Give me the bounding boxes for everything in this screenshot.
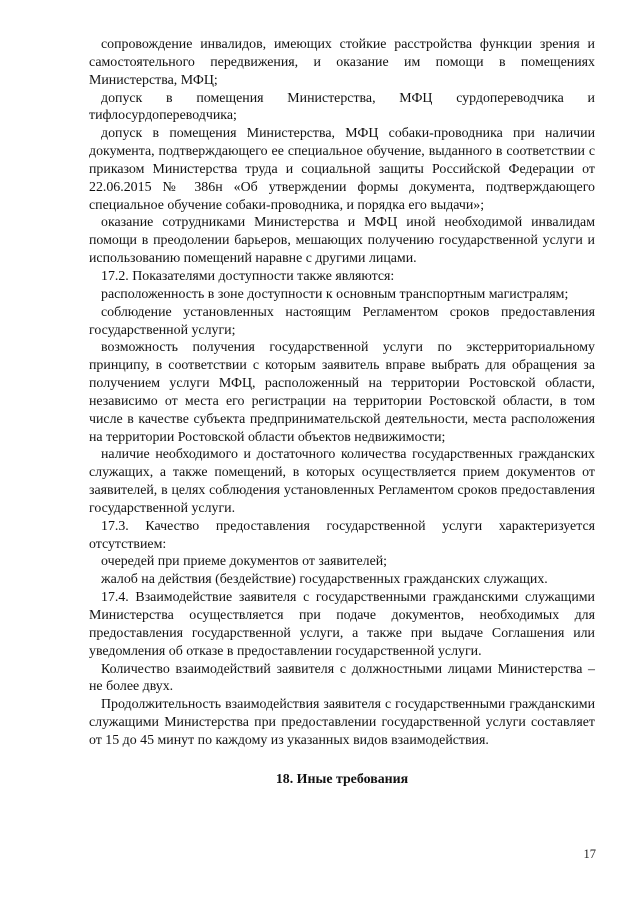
section-heading: 18. Иные требования: [275, 771, 409, 787]
paragraph-17-4: 17.4. Взаимодействие заявителя с государственными гражданскими служащими Министерства осуществляется при подаче документов, необходимых для предоставления государственной услуги, а также при выдаче Соглашения или уведомления об отказе в предоставлении государственной услуги.: [89, 590, 595, 659]
paragraph-17-3: 17.3. Качество предоставления государственной услуги характеризуется отсутствием:: [89, 518, 595, 552]
paragraph-17-2: 17.2. Показателями доступности также являются:: [101, 268, 395, 284]
paragraph-no-queues: очередей при приеме документов от заявителей;: [101, 554, 388, 570]
paragraph-deadlines: соблюдение установленных настоящим Регламентом сроков предоставления государственной услуги;: [89, 304, 595, 338]
paragraph-staff-assistance: оказание сотрудниками Министерства и МФЦ иной необходимой инвалидам помощи в преодолении барьеров, мешающих получению государственной услуги и использованию помещений наравне с другими лицами.: [89, 215, 595, 267]
paragraph-staff-count: наличие необходимого и достаточного количества государственных гражданских служащих, а также помещений, в которых осуществляется прием документов от заявителей, в целях соблюдения установленных Регламентом сроков предоставления государственной услуги.: [89, 447, 595, 516]
page-number: 17: [583, 847, 596, 861]
paragraph-guide-dog: допуск в помещения Министерства, МФЦ собаки-проводника при наличии документа, подтверждающего ее специальное обучение, выданного в соответствии с приказом Министерства труда и социальной защиты Российской Федерации от 22.06.2015 № 386н «Об утверждении формы документа, подтверждающего специальное обучение собаки-проводника, и порядка его выдачи»;: [89, 126, 595, 213]
paragraph-interaction-duration: Продолжительность взаимодействия заявителя с государственными гражданскими служащими Министерства при предоставлении государственной услуги составляет от 15 до 45 минут по каждому из указанных видов взаимодействия.: [89, 697, 595, 748]
paragraph-no-complaints: жалоб на действия (бездействие) государственных гражданских служащих.: [101, 572, 548, 588]
document-body: [89, 36, 595, 789]
paragraph-escort-disabled: сопровождение инвалидов, имеющих стойкие расстройства функции зрения и самостоятельного передвижения, и оказание им помощи в помещениях Министерства, МФЦ;: [89, 37, 595, 88]
paragraph-extraterritorial: возможность получения государственной услуги по экстерриториальному принципу, в соответствии с которым заявитель вправе выбрать для обращения за получением услуги МФЦ, расположенный на территории Ростовской области, независимо от места его регистрации на территории Ростовской области, в том числе в качестве субъекта предпринимательской деятельности, места расположения на территории Ростовской области объектов недвижимости;: [89, 340, 595, 445]
paragraph-interaction-count: Количество взаимодействий заявителя с должностными лицами Министерства – не более двух.: [89, 661, 595, 695]
paragraph-sign-interpreter: допуск в помещения Министерства, МФЦ сурдопереводчика и тифлосурдопереводчика;: [89, 90, 595, 124]
paragraph-transport-access: расположенность в зоне доступности к основным транспортным магистралям;: [101, 286, 569, 302]
